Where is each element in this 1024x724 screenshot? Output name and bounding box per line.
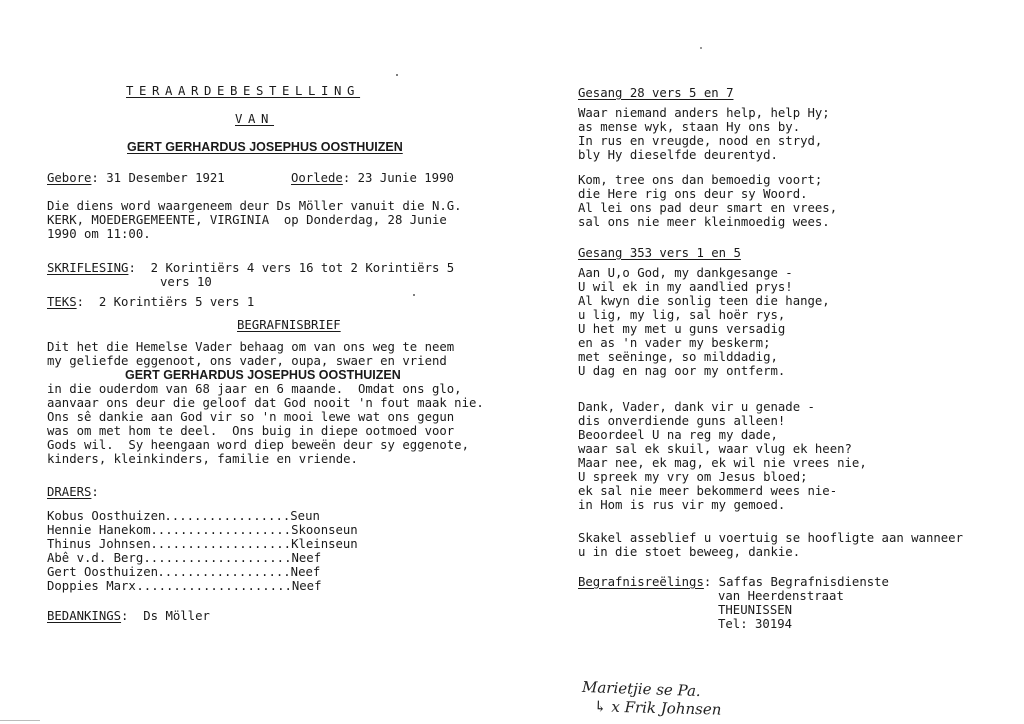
bearers-heading (47, 485, 99, 499)
letter-heading: BEGRAFNISBRIEF (237, 318, 341, 332)
scan-edge-mark (0, 720, 40, 721)
handwritten-note-line-2: ↳ x Frik Johnsen (593, 697, 722, 719)
died-value: : 23 Junie 1990 (342, 171, 454, 185)
list-item (47, 579, 358, 593)
bearer-dots: ................... (143, 537, 292, 551)
bearer-relation: Neef (291, 579, 322, 593)
verse-line: Waar niemand anders help, help Hy; (578, 106, 830, 120)
hymn-1-verse-2 (578, 173, 837, 229)
verse-line: dis onverdiende guns alleen! (578, 414, 786, 428)
acknowledgements (47, 609, 210, 623)
list-item (47, 551, 358, 565)
hymn-1-title: Gesang 28 vers 5 en 7 (578, 86, 734, 100)
verse-line: bly Hy dieselfde deurentyd. (578, 148, 778, 162)
scan-speck (396, 74, 398, 76)
bearer-name: Hennie Hanekom (47, 523, 151, 537)
letter-line: kinders, kleinkinders, familie en vriende. (47, 452, 358, 466)
list-item (47, 537, 358, 551)
bearer-dots: ..................... (129, 579, 292, 593)
scripture-reading (47, 261, 454, 275)
bearer-name: Doppies Marx (47, 579, 136, 593)
funeral-letter (47, 340, 484, 466)
handwritten-note-line-1: Marietjie se Pa. (581, 677, 702, 701)
document-heading: TERAARDEBESTELLING (126, 84, 361, 98)
list-item (47, 565, 358, 579)
bearer-dots: .................... (136, 551, 292, 565)
notice-line: Skakel asseblief u voertuig se hoofligte aan wanneer (578, 531, 963, 545)
scan-speck (700, 47, 702, 49)
verse-line: U het my met u guns versadig (578, 322, 786, 336)
verse-line: In rus en vreugde, nood en stryd, (578, 134, 823, 148)
scripture-label: SKRIFLESING (47, 261, 129, 275)
verse-line: en as 'n vader my beskerm; (578, 336, 771, 350)
headlights-notice (578, 531, 963, 559)
notice-line: u in die stoet beweeg, dankie. (578, 545, 801, 559)
hymn-2-verse-1 (578, 266, 830, 378)
verse-line: sal ons nie meer kleinmoedig wees. (578, 215, 830, 229)
letter-line: in die ouderdom van 68 jaar en 6 maande. Omdat ons glo, (47, 382, 462, 396)
service-line: Die diens word waargeneem deur Ds Möller vanuit die N.G. (47, 199, 462, 213)
verse-line: Maar nee, ek mag, ek wil nie vrees nie, (578, 456, 867, 470)
bearer-relation: Kleinseun (291, 537, 358, 551)
deceased-name: GERT GERHARDUS JOSEPHUS OOSTHUIZEN (127, 140, 403, 154)
bearer-dots: ................. (157, 509, 291, 523)
hymn-2-title: Gesang 353 vers 1 en 5 (578, 246, 741, 260)
bearer-name: Gert Oosthuizen (47, 565, 159, 579)
verse-line: U spreek my vry om Jesus bloed; (578, 470, 808, 484)
sermon-text (47, 295, 254, 309)
bearers-label: DRAERS (47, 485, 92, 499)
hymn-1-verse-1 (578, 106, 830, 162)
list-item (47, 523, 358, 537)
service-line: KERK, MOEDERGEMEENTE, VIRGINIA op Donderdag, 28 Junie (47, 213, 447, 227)
arrangements-line: THEUNISSEN (718, 603, 793, 617)
verse-line: met seëninge, so milddadig, (578, 350, 778, 364)
letter-line: my geliefde eggenoot, ons vader, oupa, swaer en vriend (47, 354, 447, 368)
service-line: 1990 om 11:00. (47, 227, 151, 241)
verse-line: in Hom is rus vir my gemoed. (578, 498, 786, 512)
died-label: Oorlede (291, 171, 343, 185)
bearer-dots: .................. (150, 565, 291, 579)
funeral-arrangements (578, 575, 889, 589)
bearer-relation: Neef (291, 551, 322, 565)
bearer-name: Kobus Oosthuizen (47, 509, 166, 523)
verse-line: Al lei ons pad deur smart en vrees, (578, 201, 838, 215)
bearer-dots: ................... (143, 523, 292, 537)
text-value: : 2 Korintiërs 5 vers 1 (76, 295, 255, 309)
scan-speck (413, 294, 415, 296)
letter-line: Gods wil. Sy heengaan word diep beweën deur sy eggenote, (47, 438, 469, 452)
bearer-relation: Neef (290, 565, 321, 579)
service-details (47, 199, 462, 241)
born-label: Gebore (47, 171, 92, 185)
bearers-list (47, 509, 358, 593)
list-item (47, 509, 358, 523)
verse-line: Al kwyn die sonlig teen die hange, (578, 294, 830, 308)
verse-line: Aan U,o God, my dankgesange - (578, 266, 793, 280)
scripture-value-continued: vers 10 (160, 275, 212, 289)
verse-line: Beoordeel U na reg my dade, (578, 428, 778, 442)
arrangements-address (718, 589, 844, 631)
bearer-name: Thinus Johnsen (47, 537, 151, 551)
text-label: TEKS (47, 295, 77, 309)
bearer-relation: Skoonseun (291, 523, 358, 537)
thanks-label: BEDANKINGS (47, 609, 122, 623)
thanks-value: : Ds Möller (121, 609, 210, 623)
bearers-colon: : (91, 485, 99, 499)
verse-line: Dank, Vader, dank vir u genade - (578, 400, 815, 414)
born-value: : 31 Desember 1921 (91, 171, 225, 185)
bearer-relation: Seun (290, 509, 320, 523)
verse-line: u lig, my lig, sal hoër rys, (578, 308, 786, 322)
letter-line: was om met hom te deel. Ons buig in diepe ootmoed voor (47, 424, 455, 438)
verse-line: ek sal nie meer bekommerd wees nie- (578, 484, 838, 498)
letter-line: aanvaar ons deur die geloof dat God nooit 'n fout maak nie. (47, 396, 484, 410)
letter-name: GERT GERHARDUS JOSEPHUS OOSTHUIZEN (125, 368, 401, 382)
born-line (47, 171, 225, 185)
hymn-2-verse-2 (578, 400, 867, 512)
arrangements-label: Begrafnisreëlings (578, 575, 704, 589)
verse-line: U dag en nag oor my ontferm. (578, 364, 786, 378)
verse-line: die Here rig ons deur sy Woord. (578, 187, 808, 201)
arrangements-line: van Heerdenstraat (718, 589, 844, 603)
letter-line: Ons sê dankie aan God vir so 'n mooi lewe wat ons gegun (47, 410, 455, 424)
heading-van: VAN (235, 112, 275, 126)
arrangements-line: : Saffas Begrafnisdienste (703, 575, 889, 589)
bearer-name: Abê v.d. Berg (47, 551, 144, 565)
died-line (291, 171, 454, 185)
verse-line: Kom, tree ons dan bemoedig voort; (578, 173, 823, 187)
verse-line: U wil ek in my aandlied prys! (578, 280, 793, 294)
scripture-value: : 2 Korintiërs 4 vers 16 tot 2 Korintiërs 5 (128, 261, 455, 275)
verse-line: waar sal ek skuil, waar vlug ek heen? (578, 442, 852, 456)
arrangements-line: Tel: 30194 (718, 617, 793, 631)
verse-line: as mense wyk, staan Hy ons by. (578, 120, 801, 134)
letter-line: Dit het die Hemelse Vader behaag om van ons weg te neem (47, 340, 455, 354)
